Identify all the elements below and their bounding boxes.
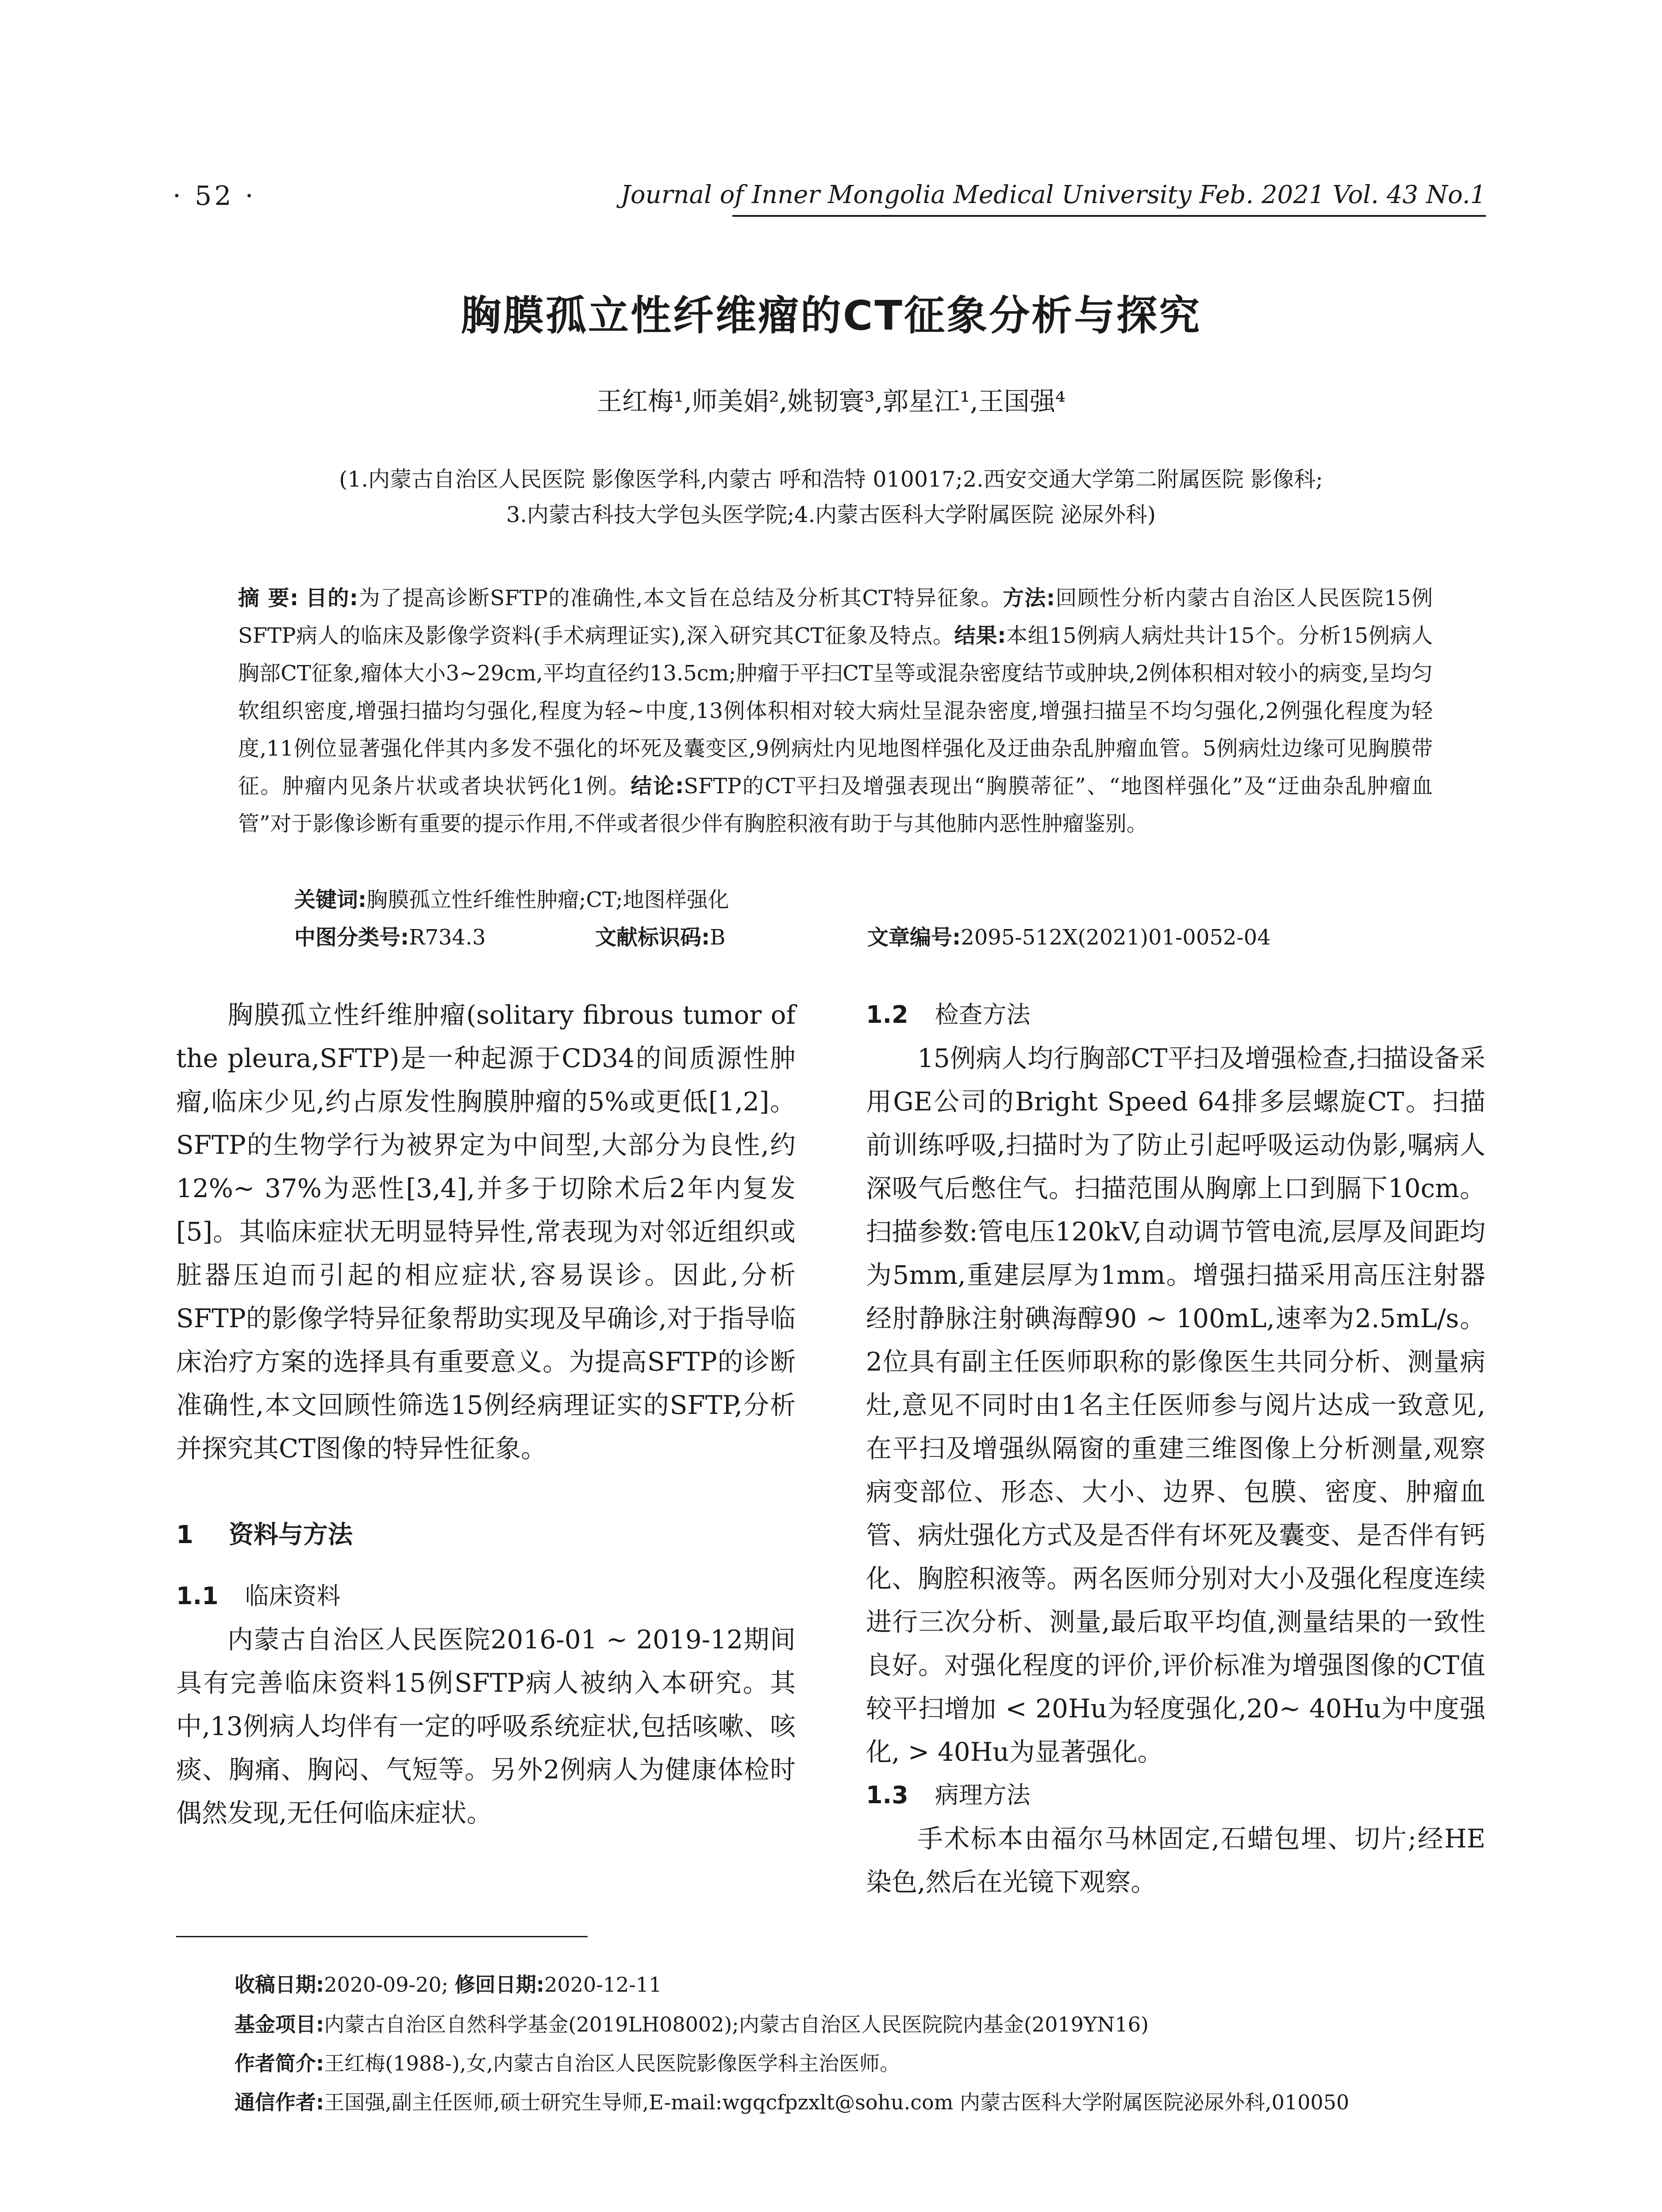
body-column-left [176,993,796,1835]
objective-text: 为了提高诊断SFTP的准确性,本文旨在总结及分析其CT特异征象。 [358,586,1003,611]
article-title: 胸膜孤立性纤维瘤的CT征象分析与探究 [460,292,1202,339]
section-1-3-paragraph: 手术标本由福尔马林固定,石蜡包埋、切片;经HE染色,然后在光镜下观察。 [866,1824,1485,1897]
section-1-1-paragraph: 内蒙古自治区人民医院2016-01 ~ 2019-12期间具有完善临床资料15例SFTP病人被纳入本研究。其中,13例病人均伴有一定的呼吸系统症状,包括咳嗽、咳痰、胸痛、胸闷、气短等。另外2例病人为健康体检时偶然发现,无任何临床症状。 [176,1624,796,1828]
section-1-number: 1 [176,1521,193,1549]
section-1-1-number: 1.1 [176,1582,219,1610]
clc-value: R734.3 [409,925,486,950]
results-label: 结果: [954,623,1006,648]
revised-date: 2020-12-11 [544,1973,662,1997]
corr-label: 通信作者: [235,2090,324,2114]
article-number-value: 2095-512X(2021)01-0052-04 [961,925,1271,950]
abstract-label: 摘 要: [238,586,299,611]
section-1-1-heading [176,1575,796,1618]
body-column-right [866,993,1485,1904]
section-1-2-title: 检查方法 [935,1001,1031,1029]
document-code [595,920,725,951]
section-1-3-title: 病理方法 [935,1781,1031,1809]
affiliation-line-1: (1.内蒙古自治区人民医院 影像医学科,内蒙古 呼和浩特 010017;2.西安交通大学第二附属医院 影像科; [339,467,1323,492]
doc-value: B [710,925,726,950]
section-1-3-number: 1.3 [866,1781,908,1809]
section-1-title: 资料与方法 [228,1521,353,1549]
received-date: 2020-09-20; [324,1973,449,1997]
fund-label: 基金项目: [235,2012,324,2036]
author-list: 王红梅¹,师美娟²,姚韧寰³,郭星江¹,王国强⁴ [596,386,1066,416]
bio-text: 王红梅(1988-),女,内蒙古自治区人民医院影像医学科主治医师。 [324,2051,900,2075]
bio-label: 作者简介: [235,2051,324,2075]
corr-text: 王国强,副主任医师,硕士研究生导师,E-mail:wgqcfpzxlt@sohu.com 内蒙古医科大学附属医院泌尿外科,010050 [324,2090,1350,2114]
clc-label: 中图分类号: [294,925,409,950]
conclusion-label: 结论: [631,774,684,799]
header-rule [732,215,1486,217]
revised-label: 修回日期: [454,1973,545,1997]
conclusion-text: SFTP的CT平扫及增强表现出“胸膜蒂征”、“地图样强化”及“迂曲杂乱肿瘤血管”对于影像诊断有重要的提示作用,不伴或者很少伴有胸腔积液有助于与其他肺内恶性肿瘤鉴别。 [238,774,1433,836]
intro-paragraph: 胸膜孤立性纤维肿瘤(solitary fibrous tumor of the pleura,SFTP)是一种起源于CD34的间质源性肿瘤,临床少见,约占原发性胸膜肿瘤的5%或更低[1,2]。SFTP的生物学行为被界定为中间型,大部分为良性,约12%~ 37%为恶性[3,4],并多于切除术后2年内复发[5]。其临床症状无明显特异性,常表现为对邻近组织或脏器压迫而引起的相应症状,容易误诊。因此,分析SFTP的影像学特异征象帮助实现及早确诊,对于指导临床治疗方案的选择具有重要意义。为提高SFTP的诊断准确性,本文回顾性筛选15例经病理证实的SFTP,分析并探究其CT图像的特异性征象。 [176,1000,796,1463]
journal-header: Journal of Inner Mongolia Medical University Feb. 2021 Vol. 43 No.1 [620,180,1486,209]
footnote-dates [235,1969,662,1998]
keywords-label: 关键词: [294,887,367,912]
footnote-fund [235,2008,1149,2038]
section-1-2-number: 1.2 [866,1001,908,1029]
objective-label: 目的: [306,586,358,611]
affiliation-line-2: 3.内蒙古科技大学包头医学院;4.内蒙古医科大学附属医院 泌尿外科) [506,502,1156,527]
abstract [238,580,1433,843]
clc-code [294,920,486,951]
keywords [294,883,729,913]
article-number [867,920,1271,951]
received-label: 收稿日期: [235,1973,324,1997]
article-number-label: 文章编号: [867,925,961,950]
section-1-1-title: 临床资料 [245,1582,341,1610]
page-number: · 52 · [173,180,256,211]
results-text: 本组15例病人病灶共计15个。分析15例病人胸部CT征象,瘤体大小3~29cm,平均直径约13.5cm;肿瘤于平扫CT呈等或混杂密度结节或肿块,2例体积相对较小的病变,呈均匀软组织密度,增强扫描均匀强化,程度为轻~中度,13例体积相对较大病灶呈混杂密度,增强扫描呈不均匀强化,2例强化程度为轻度,11例位显著强化伴其内多发不强化的坏死及囊变区,9例病灶内见地图样强化及迂曲杂乱肿瘤血管。5例病灶边缘可见胸膜带征。肿瘤内见条片状或者块状钙化1例。 [238,623,1433,799]
section-1-3-heading [866,1774,1485,1817]
methods-text: 回顾性分析内蒙古自治区人民医院15例SFTP病人的临床及影像学资料(手术病理证实),深入研究其CT征象及特点。 [238,586,1433,648]
section-1-heading [176,1513,796,1557]
section-1-2-paragraph: 15例病人均行胸部CT平扫及增强检查,扫描设备采用GE公司的Bright Speed 64排多层螺旋CT。扫描前训练呼吸,扫描时为了防止引起呼吸运动伪影,嘱病人深吸气后憋住气。扫描范围从胸廓上口到膈下10cm。扫描参数:管电压120kV,自动调节管电流,层厚及间距均为5mm,重建层厚为1mm。增强扫描采用高压注射器经肘静脉注射碘海醇90 ~ 100mL,速率为2.5mL/s。2位具有副主任医师职称的影像医生共同分析、测量病灶,意见不同时由1名主任医师参与阅片达成一致意见,在平扫及增强纵隔窗的重建三维图像上分析测量,观察病变部位、形态、大小、边界、包膜、密度、肿瘤血管、病灶强化方式及是否伴有坏死及囊变、是否伴有钙化、胸腔积液等。两名医师分别对大小及强化程度连续进行三次分析、测量,最后取平均值,测量结果的一致性良好。对强化程度的评价,评价标准为增强图像的CT值较平扫增加 < 20Hu为轻度强化,20~ 40Hu为中度强化, > 40Hu为显著强化。 [866,1043,1485,1767]
doc-label: 文献标识码: [595,925,710,950]
fund-text: 内蒙古自治区自然科学基金(2019LH08002);内蒙古自治区人民医院院内基金(2019YN16) [324,2012,1149,2036]
keywords-value: 胸膜孤立性纤维性肿瘤;CT;地图样强化 [366,887,729,912]
footnote-corresponding [235,2086,1349,2116]
footnote-author-bio [235,2047,900,2077]
methods-label: 方法: [1002,586,1055,611]
footnote-rule [176,1936,588,1937]
section-1-2-heading [866,993,1485,1037]
